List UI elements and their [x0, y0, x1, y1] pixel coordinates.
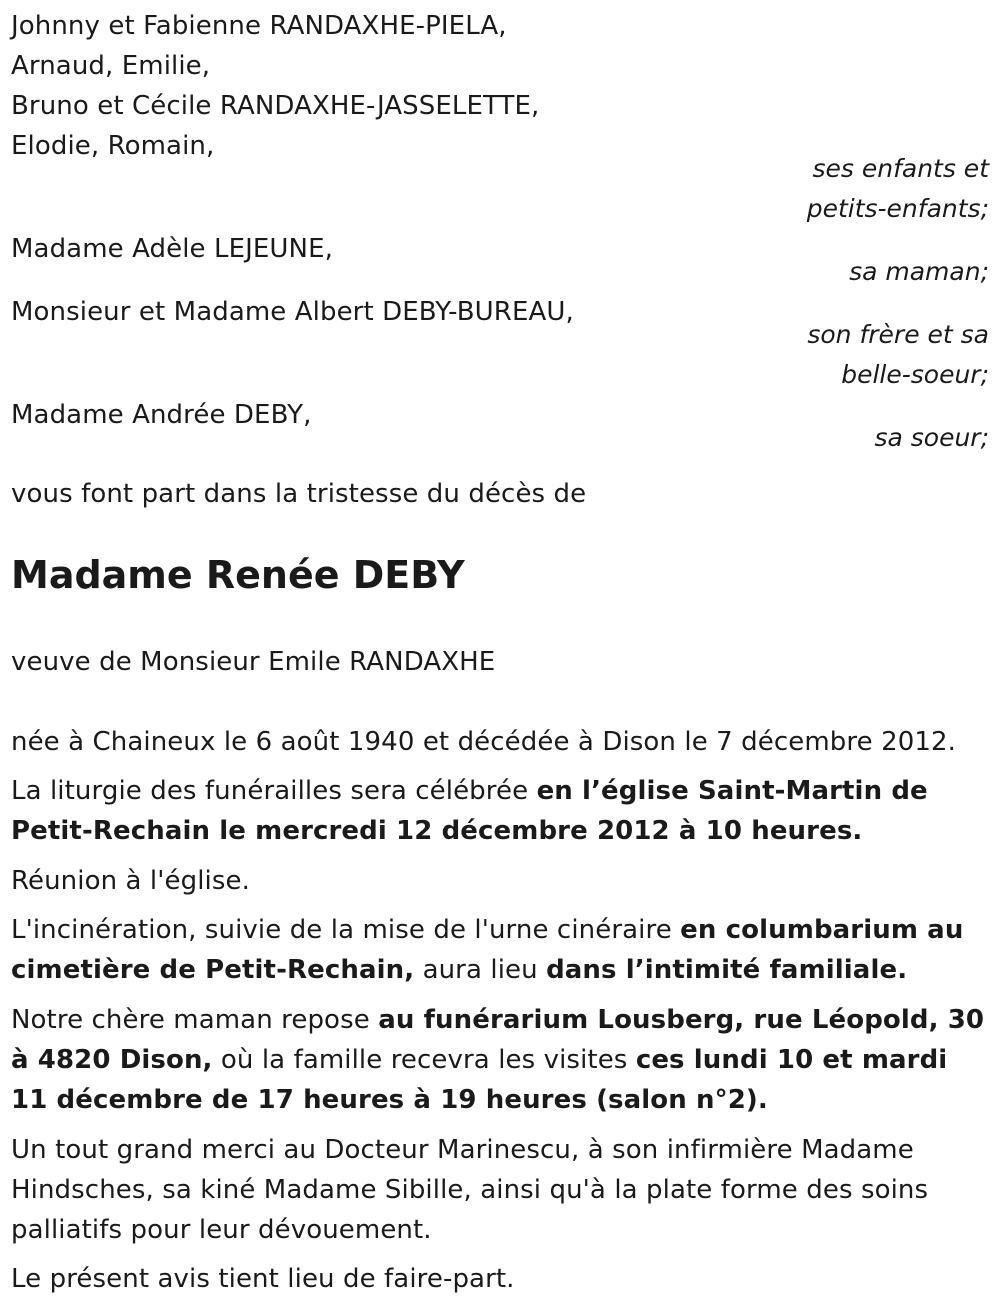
- cremation-text-2: aura lieu: [414, 955, 547, 985]
- family-sister: Madame Andrée DEBY,: [11, 400, 312, 430]
- deceased-name: Madame Renée DEBY: [11, 553, 465, 597]
- cremation-text-1: L'incinération, suivie de la mise de l'urne cinéraire: [11, 915, 681, 945]
- family-line-1: Johnny et Fabienne RANDAXHE-PIELA,: [11, 11, 507, 41]
- liturgy-paragraph: [11, 771, 989, 851]
- relation-children-2: petits-enfants;: [806, 194, 989, 223]
- family-line-2: Arnaud, Emilie,: [11, 51, 211, 81]
- closing-paragraph: Le présent avis tient lieu de faire-part.: [11, 1264, 515, 1294]
- rest-location: au funérarium Lousberg, rue Léopold, 30 à 4820 Dison,: [11, 1005, 985, 1075]
- relation-brother-1: son frère et sa: [807, 320, 989, 349]
- thanks-paragraph: Un tout grand merci au Docteur Marinescu, à son infirmière Madame Hindsches, sa kiné Madame Sibille, ainsi qu'à la plate forme des soins palliatifs pour leur dévouement.: [11, 1135, 929, 1245]
- rest-text-2: où la famille recevra les visites: [212, 1045, 636, 1075]
- rest-visiting-hours: ces lundi 10 et mardi 11 décembre de 17 heures à 19 heures (salon n°2).: [11, 1045, 948, 1115]
- birth-death: née à Chaineux le 6 août 1940 et décédée à Dison le 7 décembre 2012.: [11, 727, 956, 757]
- obituary-notice: [11, 0, 989, 1315]
- relation-brother-2: belle-soeur;: [841, 360, 989, 389]
- relation-children-1: ses enfants et: [812, 154, 989, 183]
- relation-mother: sa maman;: [849, 257, 989, 286]
- cremation-place: en columbarium au cimetière de Petit-Rechain,: [11, 915, 964, 985]
- liturgy-text: La liturgie des funérailles sera célébrée: [11, 776, 537, 806]
- family-brother: Monsieur et Madame Albert DEBY-BUREAU,: [11, 297, 574, 327]
- meeting-paragraph: Réunion à l'église.: [11, 866, 250, 896]
- cremation-privacy: dans l’intimité familiale.: [546, 955, 908, 985]
- rest-text-1: Notre chère maman repose: [11, 1005, 379, 1035]
- widow-of: veuve de Monsieur Emile RANDAXHE: [11, 647, 496, 677]
- rest-paragraph: [11, 1000, 989, 1120]
- announcement-text: vous font part dans la tristesse du décès de: [11, 479, 587, 509]
- liturgy-details: en l’église Saint-Martin de Petit-Rechain le mercredi 12 décembre 2012 à 10 heures.: [11, 776, 928, 846]
- relation-sister: sa soeur;: [874, 423, 989, 452]
- cremation-paragraph: [11, 910, 989, 990]
- family-line-4: Elodie, Romain,: [11, 131, 215, 161]
- family-mother: Madame Adèle LEJEUNE,: [11, 234, 333, 264]
- family-line-3: Bruno et Cécile RANDAXHE-JASSELETTE,: [11, 91, 540, 121]
